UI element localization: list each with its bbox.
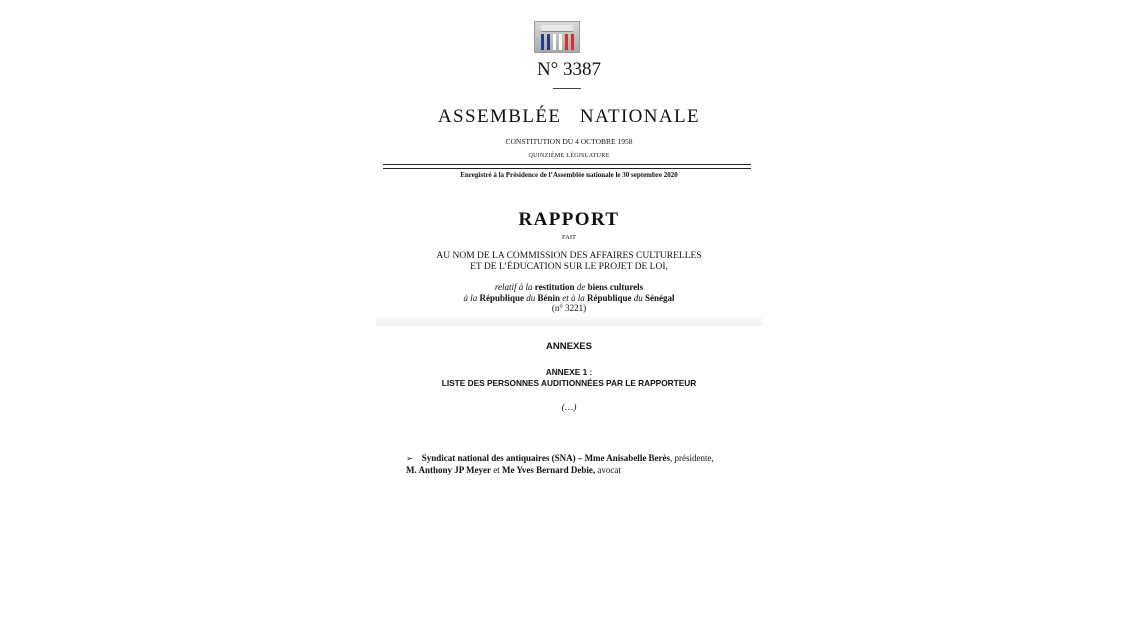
annex-1-subtitle: LISTE DES PERSONNES AUDITIONNÉES PAR LE RAPPORTEUR bbox=[441, 378, 697, 388]
entry-organization: Syndicat national des antiquaires (SNA) – Mme Anisabelle Berès bbox=[421, 453, 671, 463]
entry-conjunction: et bbox=[491, 464, 502, 475]
annex-1-heading bbox=[376, 367, 762, 389]
list-item bbox=[406, 453, 756, 476]
annex-1-title: ANNEXE 1 : bbox=[545, 367, 593, 377]
bill-subject-text: restitution bbox=[534, 282, 575, 292]
annexes-heading: ANNEXES bbox=[546, 341, 592, 352]
bill-subject-text: République bbox=[479, 292, 524, 303]
bill-subject bbox=[376, 282, 762, 314]
constitution-line: CONSTITUTION DU 4 OCTOBRE 1958 bbox=[505, 137, 633, 146]
bill-subject-text: République bbox=[587, 292, 632, 303]
report-title: RAPPORT bbox=[518, 209, 620, 230]
institution-title: ASSEMBLÉE NATIONALE bbox=[437, 106, 701, 127]
document-number: N° 3387 bbox=[536, 59, 602, 80]
logo-roof bbox=[541, 25, 573, 32]
logo-column-white bbox=[559, 34, 562, 50]
logo-column-blue bbox=[541, 34, 544, 50]
registration-line: Enregistré à la Présidence de l’Assemblée nationale le 30 septembre 2020 bbox=[460, 171, 678, 179]
logo-column-red bbox=[571, 34, 574, 50]
bill-subject-text: à la bbox=[463, 292, 480, 303]
bill-subject-text: du bbox=[631, 292, 646, 303]
entry-person: M. Anthony JP Meyer bbox=[406, 464, 491, 475]
bill-subject-text: biens culturels bbox=[587, 282, 644, 292]
bill-subject-text: de bbox=[574, 282, 588, 292]
bill-subject-text: Bénin bbox=[537, 292, 560, 303]
bill-subject-text: et à la bbox=[560, 292, 587, 303]
bill-subject-line-2 bbox=[376, 293, 762, 304]
entry-role: , présidente, bbox=[670, 453, 714, 463]
commission-line-1: AU NOM DE LA COMMISSION DES AFFAIRES CULTURELLES bbox=[436, 251, 702, 261]
entry-role: avocat bbox=[595, 464, 621, 475]
logo-column-blue bbox=[547, 34, 550, 50]
legislature-line: QUINZIÈME LÉGISLATURE bbox=[528, 153, 610, 159]
bill-number: (n° 3221) bbox=[551, 303, 587, 313]
commission-text bbox=[376, 251, 762, 273]
entry-person: Me Yves Bernard Debie, bbox=[502, 464, 596, 475]
bill-subject-text: relatif à la bbox=[494, 282, 535, 292]
commission-line-2: ET DE L’ÉDUCATION SUR LE PROJET DE LOI, bbox=[470, 262, 668, 272]
arrow-bullet-icon: ➢ bbox=[406, 454, 413, 463]
logo-column-white bbox=[553, 34, 556, 50]
double-divider bbox=[383, 164, 751, 169]
bill-subject-text: du bbox=[523, 292, 538, 303]
report-subtitle: FAIT bbox=[562, 234, 576, 241]
page-fade-divider bbox=[376, 315, 762, 326]
logo-column-red bbox=[565, 34, 568, 50]
bill-subject-line-1 bbox=[376, 282, 762, 293]
bill-subject-text: Sénégal bbox=[645, 292, 675, 303]
short-divider bbox=[553, 88, 581, 89]
omission-marker: (…) bbox=[561, 403, 577, 413]
assemblee-nationale-logo bbox=[534, 21, 580, 53]
